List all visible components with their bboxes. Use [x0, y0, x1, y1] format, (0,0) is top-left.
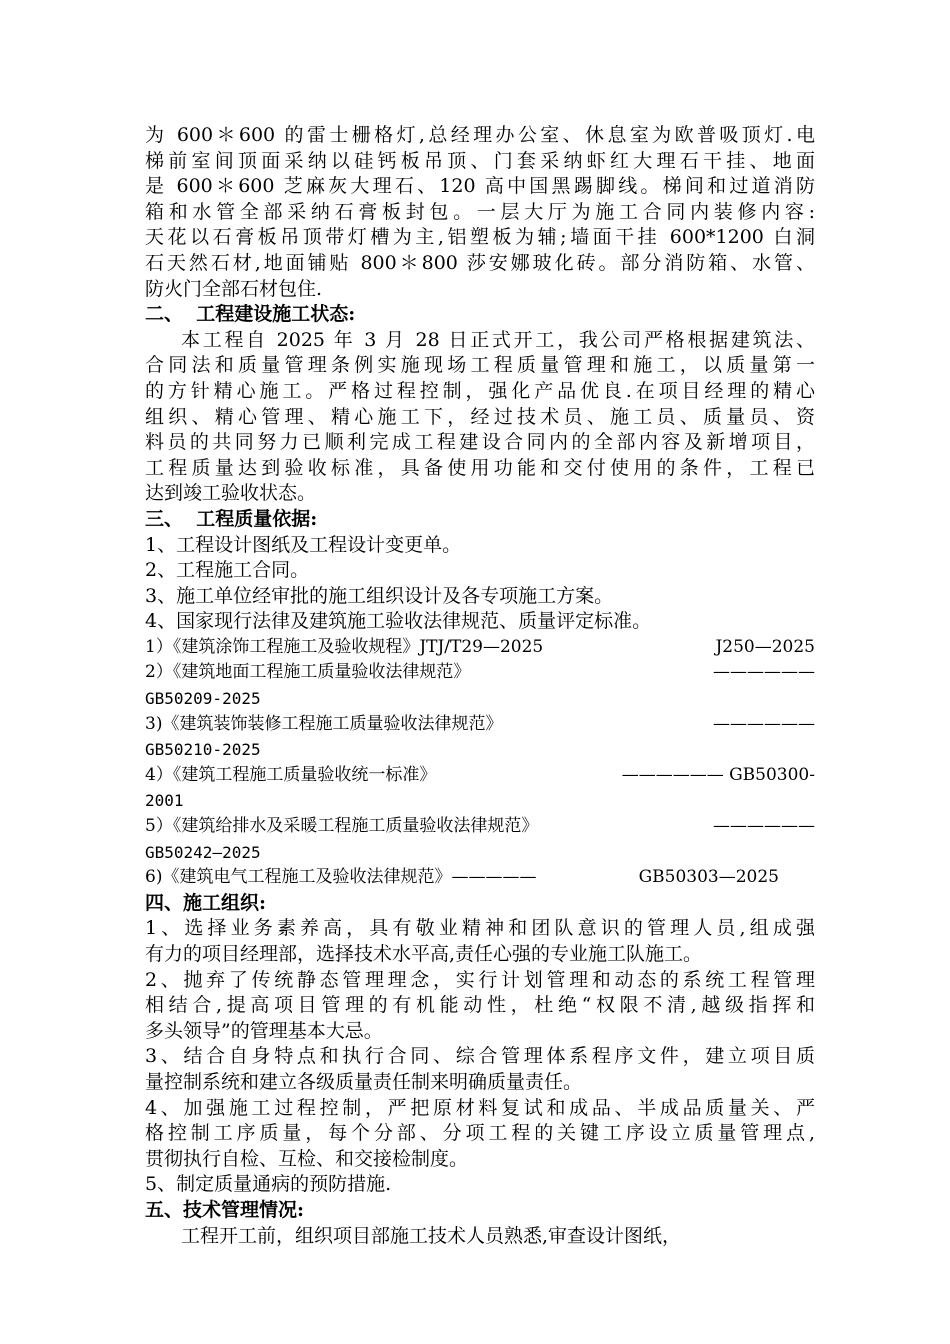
standard-item: [145, 635, 815, 661]
standard-code: —————— GB50300-: [621, 764, 815, 785]
section-2-paragraph: [145, 328, 815, 507]
text-line: 格控制工序质量，每个分部、分项工程的关键工序设立质量管理点,: [145, 1122, 815, 1145]
section-3-list: [145, 533, 815, 891]
text-line: 合同法和质量管理条例实施现场工程质量管理和施工，以质量第一: [145, 354, 815, 377]
standard-dash: ——————: [713, 662, 815, 683]
standard-code: 2001: [145, 791, 184, 811]
text-line: 达到竣工验收状态。: [145, 482, 317, 505]
text-line: 为 600＊600 的雷士栅格灯,总经理办公室、休息室为欧普吸顶灯.电: [145, 124, 815, 146]
standard-title: 2）《建筑地面工程施工质量验收法律规范》: [145, 662, 471, 683]
text-line: 工程开工前，组织项目部施工技术人员熟悉,审查设计图纸，: [181, 1224, 682, 1247]
text-line: 有力的项目经理部，选择技术水平高,责任心强的专业施工队施工。: [145, 943, 703, 965]
standard-title: 3)《建筑装饰装修工程施工质量验收法律规范》: [145, 713, 503, 734]
text-line: 相结合,提高项目管理的有机能动性，杜绝“权限不清,越级指挥和: [145, 994, 815, 1017]
standard-item: [145, 814, 815, 840]
text-line: 多头领导”的管理基本大忌。: [145, 1019, 383, 1042]
standard-title: 4）《建筑工程施工质量验收统一标准》: [145, 764, 437, 785]
text-line: 本工程自 2025 年 3 月 28 日正式开工，我公司严格根据建筑法、: [181, 328, 815, 351]
section-heading-4: 四、施工组织:: [145, 891, 267, 914]
standard-title: 1）《建筑涂饰工程施工及验收规程》JTJ/T29—2025: [145, 636, 544, 657]
list-item: 2、工程施工合同。: [145, 559, 310, 582]
standard-title: 6)《建筑电气工程施工及验收法律规范》—————: [145, 867, 537, 888]
text-line: 3、结合自身特点和执行合同、综合管理体系程序文件，建立项目质: [145, 1045, 815, 1068]
standard-dash: ——————: [713, 713, 815, 734]
text-line: 石天然石材,地面铺贴 800＊800 莎安娜玻化砖。部分消防箱、水管、: [145, 251, 815, 274]
standard-code: GB50303—2025: [638, 867, 779, 888]
section-4-paragraph: [145, 916, 815, 1198]
standard-code: GB50210-2025: [145, 740, 261, 760]
intro-paragraph: [145, 123, 815, 302]
text-line: 梯前室间顶面采纳以硅钙板吊顶、门套采纳虾红大理石干挂、地面: [145, 149, 815, 172]
text-line: 料员的共同努力已顺利完成工程建设合同内的全部内容及新增项目，: [145, 431, 815, 454]
text-line: 4、加强施工过程控制，严把原材料复试和成品、半成品质量关、严: [145, 1096, 815, 1119]
text-line: 工程质量达到验收标准，具备使用功能和交付使用的条件，工程已: [145, 456, 815, 479]
section-5-paragraph: [145, 1224, 815, 1250]
standard-item: [145, 865, 815, 891]
standard-title: 5）《建筑给排水及采暖工程施工质量验收法律规范》: [145, 816, 539, 837]
standard-code: GB50209-2025: [145, 689, 261, 709]
section-heading-2: 二、 工程建设施工状态:: [145, 303, 356, 326]
list-item: 1、工程设计图纸及工程设计变更单。: [145, 533, 462, 556]
text-line: 天花以石膏板吊顶带灯槽为主,铝塑板为辅;墙面干挂 600*1200 白洞: [145, 226, 815, 249]
standard-item: [145, 660, 815, 686]
text-line: 组织、精心管理、精心施工下，经过技术员、施工员、质量员、资: [145, 405, 815, 428]
list-item: 4、国家现行法律及建筑施工验收法律规范、质量评定标准。: [145, 610, 652, 633]
text-line: 2、抛弃了传统静态管理理念，实行计划管理和动态的系统工程管理: [145, 968, 815, 991]
standard-item: [145, 712, 815, 738]
list-item: 3、施工单位经审批的施工组织设计及各专项施工方案。: [145, 584, 614, 607]
text-line: 是 600＊600 芝麻灰大理石、120 高中国黑踢脚线。梯间和过道消防: [145, 175, 815, 198]
standard-item: [145, 763, 815, 789]
document-page: [145, 123, 815, 1249]
text-line: 5、制定质量通病的预防措施.: [145, 1173, 392, 1196]
section-heading-5: 五、技术管理情况:: [145, 1198, 305, 1221]
standard-dash: ——————: [713, 816, 815, 837]
section-heading-3: 三、 工程质量依据:: [145, 507, 318, 530]
text-line: 防火门全部石材包住.: [145, 277, 323, 300]
text-line: 的方针精心施工。严格过程控制，强化产品优良.在项目经理的精心: [145, 379, 815, 402]
text-line: 量控制系统和建立各级质量责任制来明确质量责任。: [145, 1070, 583, 1093]
text-line: 箱和水管全部采纳石膏板封包。一层大厅为施工合同内装修内容:: [145, 200, 815, 223]
standard-code: GB50242—2025: [145, 842, 261, 862]
text-line: 1、选择业务素养高，具有敬业精神和团队意识的管理人员,组成强: [145, 917, 815, 940]
standard-code: J250—2025: [715, 636, 815, 657]
text-line: 贯彻执行自检、互检、和交接检制度。: [145, 1147, 469, 1170]
